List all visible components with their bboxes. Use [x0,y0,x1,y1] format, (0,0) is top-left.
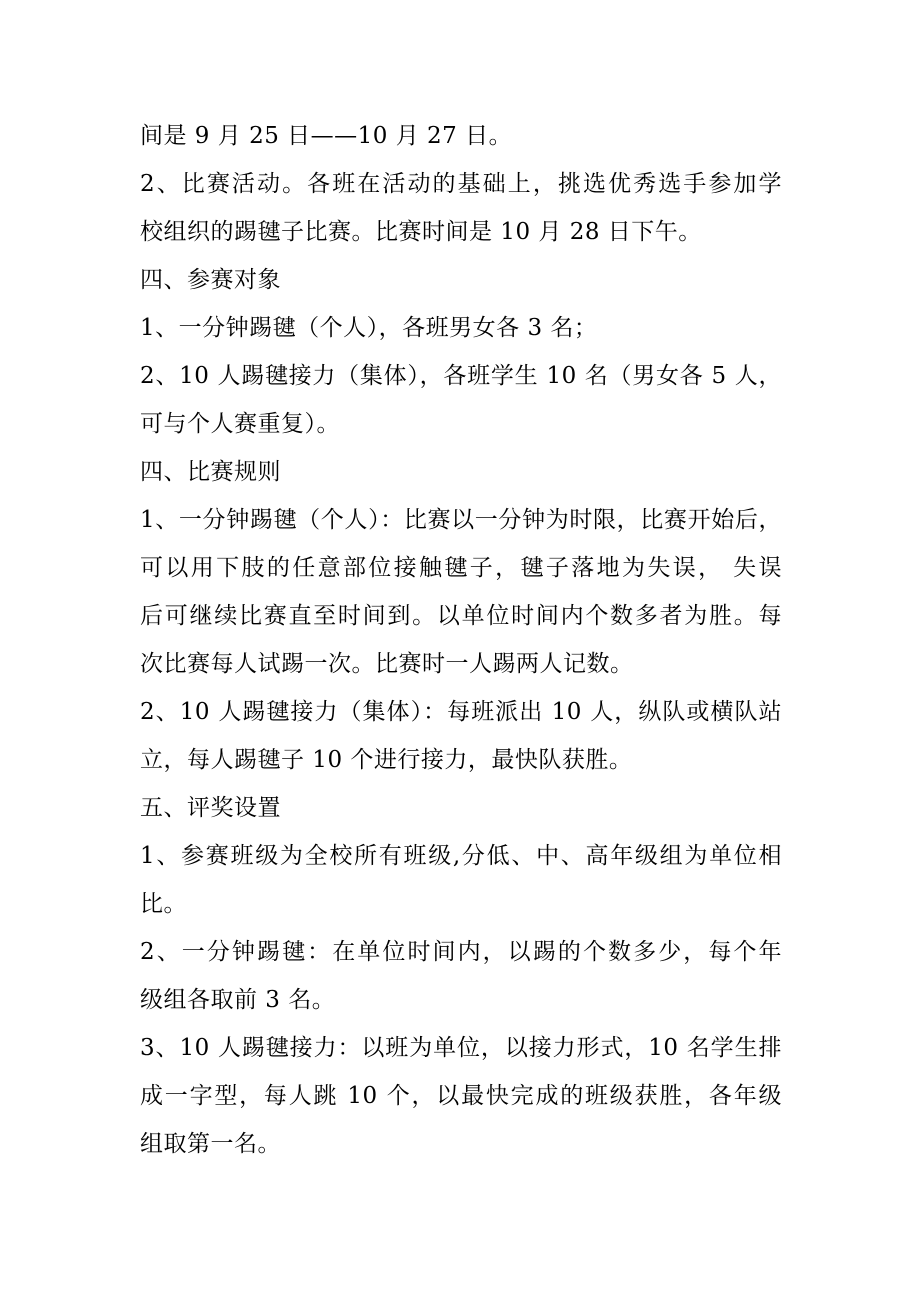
text-line-7: 可与个人赛重复）。 [140,411,340,437]
text-line-21: 成一字型，每人跳 10 个，以最快完成的班级获胜，各年级 [140,1083,782,1109]
text-line-10: 可以用下肢的任意部位接触毽子，毽子落地为失误， 失误 [140,555,782,581]
text-line-3: 校组织的踢毽子比赛。比赛时间是 10 月 28 日下午。 [140,219,702,245]
text-line-1: 间是 9 月 25 日——10 月 27 日。 [140,123,513,149]
text-line-17: 比。 [140,891,187,917]
text-line-19: 级组各取前 3 名。 [140,987,336,1013]
text-line-14: 立，每人踢毽子 10 个进行接力，最快队获胜。 [140,747,633,773]
text-line-6: 2、10 人踢毽接力（集体），各班学生 10 名（男女各 5 人， [140,363,782,389]
text-line-20: 3、10 人踢毽接力：以班为单位，以接力形式，10 名学生排 [140,1035,782,1061]
text-line-2: 2、比赛活动。各班在活动的基础上，挑选优秀选手参加学 [140,171,782,197]
section-heading-participants: 四、参赛对象 [140,267,281,293]
section-heading-awards: 五、评奖设置 [140,795,281,821]
section-heading-rules: 四、比赛规则 [140,459,281,485]
text-line-16: 1、参赛班级为全校所有班级,分低、中、高年级组为单位相 [140,843,782,869]
document-body [140,112,782,1168]
text-line-13: 2、10 人踢毽接力（集体）：每班派出 10 人，纵队或横队站 [140,699,782,725]
text-line-12: 次比赛每人试踢一次。比赛时一人踢两人记数。 [140,651,634,677]
text-line-5: 1、一分钟踢毽（个人），各班男女各 3 名； [140,315,598,341]
text-line-9: 1、一分钟踢毽（个人）：比赛以一分钟为时限，比赛开始后， [140,507,782,533]
text-line-18: 2、一分钟踢毽：在单位时间内，以踢的个数多少，每个年 [140,939,782,965]
text-line-22: 组取第一名。 [140,1131,281,1157]
text-line-11: 后可继续比赛直至时间到。以单位时间内个数多者为胜。每 [140,603,782,629]
